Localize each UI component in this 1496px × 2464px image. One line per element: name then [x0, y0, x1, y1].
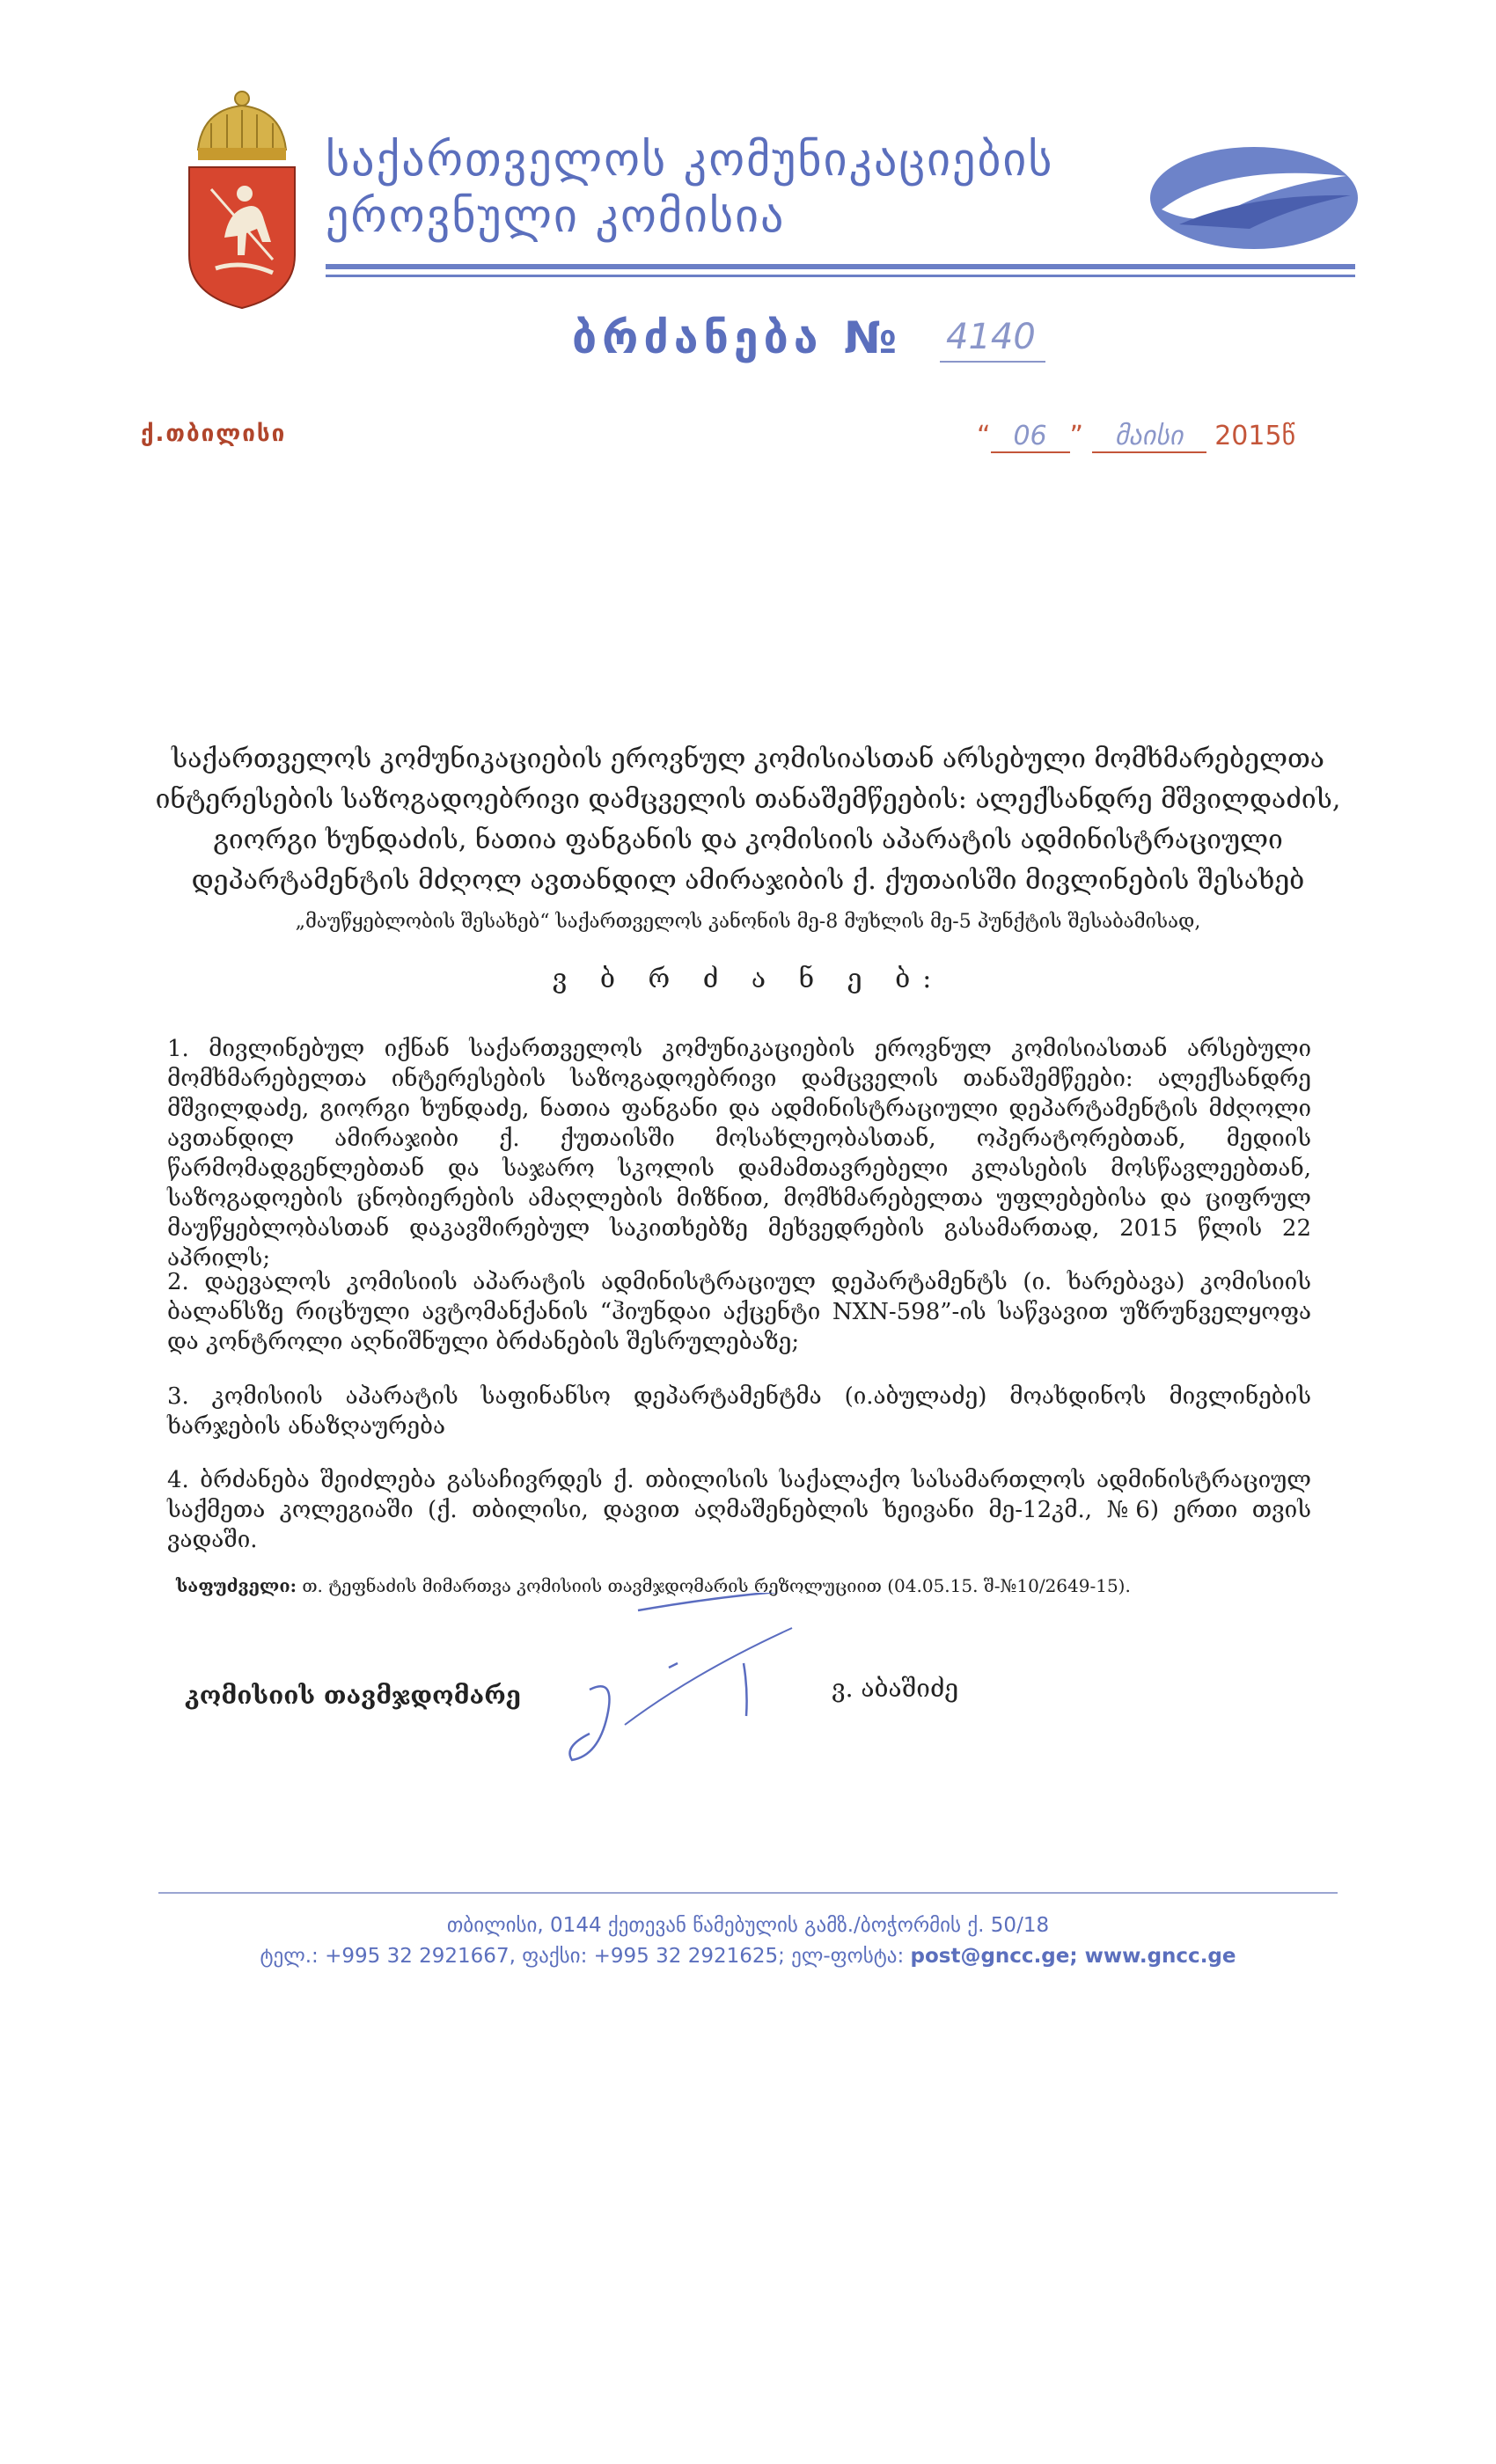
date-day: 06	[991, 421, 1070, 453]
footer-rule	[158, 1892, 1338, 1894]
order-paragraph-3: 3. კომისიის აპარატის საფინანსო დეპარტამენტმა (ი.აბულაძე) მოახდინოს მივლინების ხარჯების ანაზღაურება	[167, 1383, 1311, 1440]
footer-contacts	[150, 1945, 1346, 1968]
order-subject: საქართველოს კომუნიკაციების ეროვნულ კომისიასთან არსებული მომხმარებელთა ინტერესების საზოგადოებრივი დამცველის თანაშემწეების: ალექსანდრე მშვილდაძის, გიორგი ხუნდაძის, ნათია ფანგანის და კომისიის აპარატის ადმინისტრაციული დეპარტამენტის მძღოლ ავთანდილ ამირაჯიბის ქ. ქუთაისში მივლინების შესახებ	[155, 744, 1341, 896]
grounds-label: საფუძველი:	[176, 1575, 297, 1596]
header-rule-thin	[326, 275, 1355, 277]
issue-date	[977, 421, 1295, 453]
footer-contacts-links: post@gncc.ge; www.gncc.ge	[910, 1945, 1236, 1968]
order-paragraph-1: 1. მივლინებულ იქნან საქართველოს კომუნიკაციების ეროვნულ კომისიასთან არსებული მომხმარებელთა ინტერესების საზოგადოებრივი დამცველის თანაშემწეები: ალექსანდრე მშვილდაძე, გიორგი ხუნდაძე, ნათია ფანგანი და ადმინისტრაციული დეპარტამენტის მძღოლი ავთანდილ ამირაჯიბი ქ. ქუთაისში მოსახლეობასთან, ოპერატორებთან, მედიის წარმომადგენლებთან და საჯარო სკოლის დამამთავრებელი კლასების მოსწავლეებთან, საზოგადოების ცნობიერების ამაღლების მიზნით, მომხმარებელთა უფლებებისა და ციფრულ მაუწყებლობასთან დაკავშირებულ საკითხებზე მეხვედრების გასამართად, 2015 წლის 22 აპრილს;	[167, 1036, 1311, 1272]
order-paragraph-2: 2. დაევალოს კომისიის აპარატის ადმინისტრაციულ დეპარტამენტს (ი. ხარებავა) კომისიის ბალანსზე რიცხული ავტომანქანის “ჰიუნდაი აქცენტი NXN-598”-ის საწვავით უზრუნველყოფა და კონტროლი აღნიშნული ბრძანების შესრულებაზე;	[167, 1269, 1311, 1355]
date-close-quote: ”	[1069, 421, 1084, 451]
issue-city: ქ.თბილისი	[141, 421, 287, 447]
legal-basis: „მაუწყებლობის შესახებ“ საქართველოს კანონის მე-8 მუხლის მე-5 პუნქტის შესაბამისად,	[295, 911, 1201, 933]
date-suffix: წ	[1281, 421, 1296, 451]
footer-contacts-prefix: ტელ.: +995 32 2921667, ფაქსი: +995 32 2921625; ელ-ფოსტა:	[260, 1945, 905, 1968]
organization-name	[326, 132, 1118, 245]
footer-address: თბილისი, 0144 ქეთევან წამებულის გამზ./ბოჭორმის ქ. 50/18	[446, 1914, 1050, 1937]
organization-name-line1: საქართველოს კომუნიკაციების	[326, 134, 1054, 187]
signer-name: ვ. აბაშიძე	[832, 1674, 959, 1703]
handwritten-signature	[563, 1593, 845, 1769]
grounds-text: თ. ტეფნაძის მიმართვა კომისიის თავმჯდომარის რეზოლუციით (04.05.15. შ-№10/2649-15).	[302, 1575, 1131, 1596]
order-paragraph-4: 4. ბრძანება შეიძლება გასაჩივრდეს ქ. თბილისის საქალაქო სასამართლოს ადმინისტრაციულ საქმეთა კოლეგიაში (ქ. თბილისი, დავით აღმაშენებლის ხეივანი მე-12კმ., №6) ერთი თვის ვადაში.	[167, 1467, 1311, 1553]
date-year: 2015	[1214, 421, 1282, 451]
header-rule-thick	[326, 264, 1355, 269]
gncc-logo	[1144, 141, 1364, 255]
order-number-underline	[940, 361, 1045, 363]
date-month: მაისი	[1092, 421, 1206, 453]
organization-name-line2: ეროვნული კომისია	[326, 190, 786, 243]
date-open-quote: “	[977, 421, 991, 451]
signer-title: კომისიის თავმჯდომარე	[185, 1681, 521, 1710]
order-heading: ვ ბ რ ძ ა ნ ე ბ:	[552, 964, 944, 994]
coat-of-arms-emblem	[176, 88, 308, 312]
order-number: 4140	[946, 317, 1036, 357]
order-title: ბრძანება №	[572, 312, 903, 363]
